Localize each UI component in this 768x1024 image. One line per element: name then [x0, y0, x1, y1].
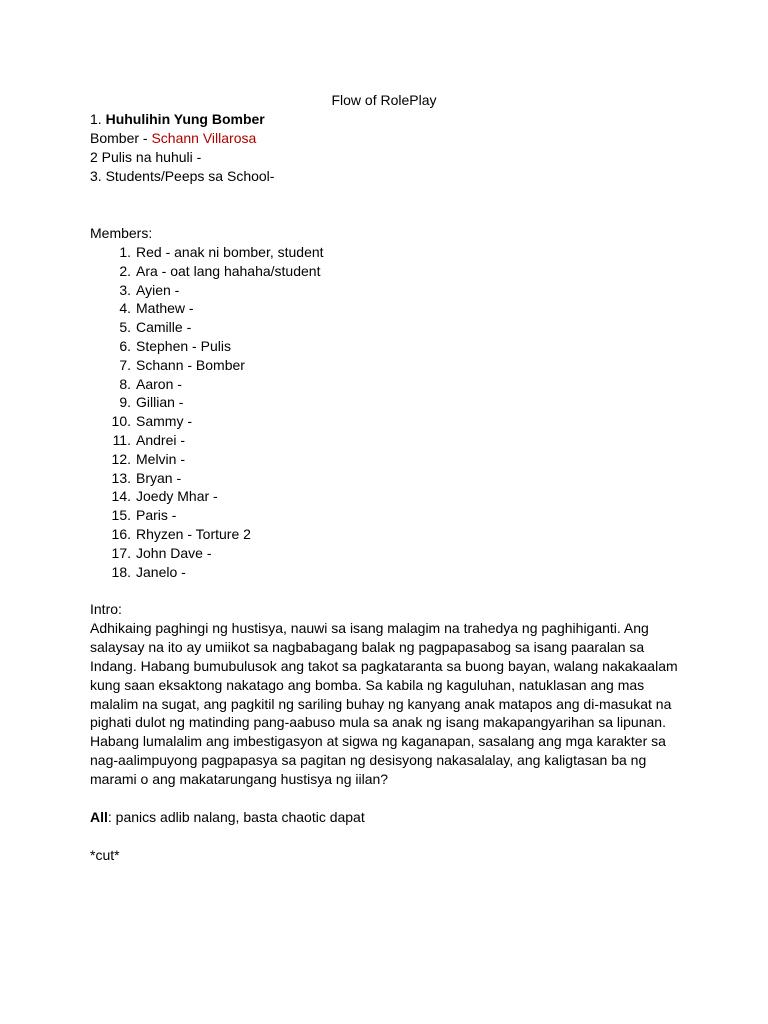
bomber-line	[90, 129, 680, 148]
member-number: 15.	[111, 507, 131, 524]
member-text: Melvin -	[136, 450, 186, 467]
member-number: 18.	[111, 563, 131, 580]
intro-paragraph	[90, 619, 678, 788]
member-text: Ayien -	[136, 281, 180, 298]
member-item	[90, 431, 680, 450]
spacer	[90, 789, 680, 808]
intro-line: Adhikaing paghingi ng hustisya, nauwi sa isang malagim na trahedya ng paghihiganti. Ang	[90, 620, 649, 637]
member-text: Stephen - Pulis	[136, 337, 231, 354]
member-number: 4.	[119, 300, 131, 317]
member-item	[90, 506, 680, 525]
member-text: John Dave -	[136, 544, 212, 561]
member-item	[90, 337, 680, 356]
member-item	[90, 412, 680, 431]
section-1-number: 1.	[90, 111, 106, 127]
member-text: Sammy -	[136, 413, 192, 430]
member-number: 7.	[119, 356, 131, 373]
cut-line: *cut*	[90, 846, 120, 863]
member-text: Red - anak ni bomber, student	[136, 244, 324, 260]
member-item	[90, 393, 680, 412]
member-number: 5.	[119, 319, 131, 336]
member-number: 16.	[111, 525, 131, 542]
students-line: 3. Students/Peeps sa School-	[90, 168, 275, 184]
member-item	[90, 356, 680, 375]
member-number: 3.	[119, 281, 131, 298]
member-item	[90, 375, 680, 394]
member-item	[90, 544, 680, 563]
member-item	[90, 299, 680, 318]
member-item	[90, 243, 680, 262]
intro-line: salaysay na ito ay umiikot sa nagbabagang balak ng pagpapasabog sa isang paaralan sa	[90, 639, 645, 656]
intro-line: Indang. Habang bumubulusok ang takot sa pagkataranta sa buong bayan, walang nakakaalam	[90, 657, 678, 674]
member-text: Gillian -	[136, 394, 184, 411]
section-1-title: Huhulihin Yung Bomber	[105, 111, 265, 127]
member-text: Camille -	[136, 319, 192, 336]
intro-line: nag-aalimpuyong pagpapasya sa pagitan ng desisyong nakasalalay, ang kaligtasan ba ng	[90, 751, 647, 768]
members-label: Members:	[90, 225, 153, 241]
member-item	[90, 487, 680, 506]
member-number: 14.	[111, 488, 131, 505]
member-number: 13.	[111, 469, 131, 486]
member-text: Bryan -	[136, 469, 182, 486]
members-list	[90, 243, 680, 581]
member-text: Aaron -	[136, 375, 182, 392]
section-1-heading	[90, 110, 680, 129]
member-item	[90, 469, 680, 488]
intro-label: Intro:	[90, 601, 122, 618]
member-number: 8.	[119, 375, 131, 392]
member-item	[90, 318, 680, 337]
all-line	[90, 808, 680, 827]
member-text: Ara - oat lang hahaha/student	[136, 262, 321, 279]
member-item	[90, 281, 680, 300]
bomber-label: Bomber -	[90, 130, 152, 146]
police-line: 2 Pulis na huhuli -	[90, 149, 202, 165]
member-number: 9.	[119, 394, 131, 411]
intro-line: marami o ang makatarungang hustisya ng iilan?	[90, 770, 389, 787]
member-text: Mathew -	[136, 300, 194, 317]
member-item	[90, 563, 680, 582]
all-text: : panics adlib nalang, basta chaotic dapat	[107, 808, 365, 825]
member-number: 11.	[112, 431, 131, 448]
intro-line: kung saan eksaktong nakatago ang bomba. Sa kabila ng kaguluhan, natuklasan ang mas	[90, 676, 645, 693]
intro-line: pighati dulot ng matinding pang-aabuso mula sa anak ng isang makapangyarihan sa lipunan.	[90, 714, 666, 731]
member-number: 1.	[119, 244, 131, 260]
document-page	[90, 91, 680, 865]
member-text: Schann - Bomber	[136, 356, 245, 373]
member-text: Janelo -	[136, 563, 186, 580]
intro-line: Habang lumalalim ang imbestigasyon at sigwa ng kaganapan, sasalang ang mga karakter sa	[90, 733, 666, 750]
document-title: Flow of RolePlay	[331, 92, 437, 108]
member-number: 12.	[111, 450, 131, 467]
member-number: 17.	[111, 544, 131, 561]
member-text: Paris -	[136, 507, 177, 524]
intro-line: malalim na sugat, ang pagkitil ng sariling buhay ng kanyang anak matapos ang di-masukat na	[90, 695, 672, 712]
spacer	[90, 827, 680, 846]
member-item	[90, 450, 680, 469]
member-item	[90, 525, 680, 544]
spacer	[90, 581, 680, 600]
member-number: 10.	[111, 413, 131, 430]
spacer	[90, 186, 680, 224]
member-text: Joedy Mhar -	[136, 488, 218, 505]
member-text: Rhyzen - Torture 2	[136, 525, 251, 542]
member-item	[90, 262, 680, 281]
member-text: Andrei -	[136, 431, 186, 448]
bomber-name: Schann Villarosa	[151, 130, 257, 146]
member-number: 6.	[119, 337, 131, 354]
member-number: 2.	[119, 262, 131, 279]
all-label: All	[90, 808, 108, 825]
